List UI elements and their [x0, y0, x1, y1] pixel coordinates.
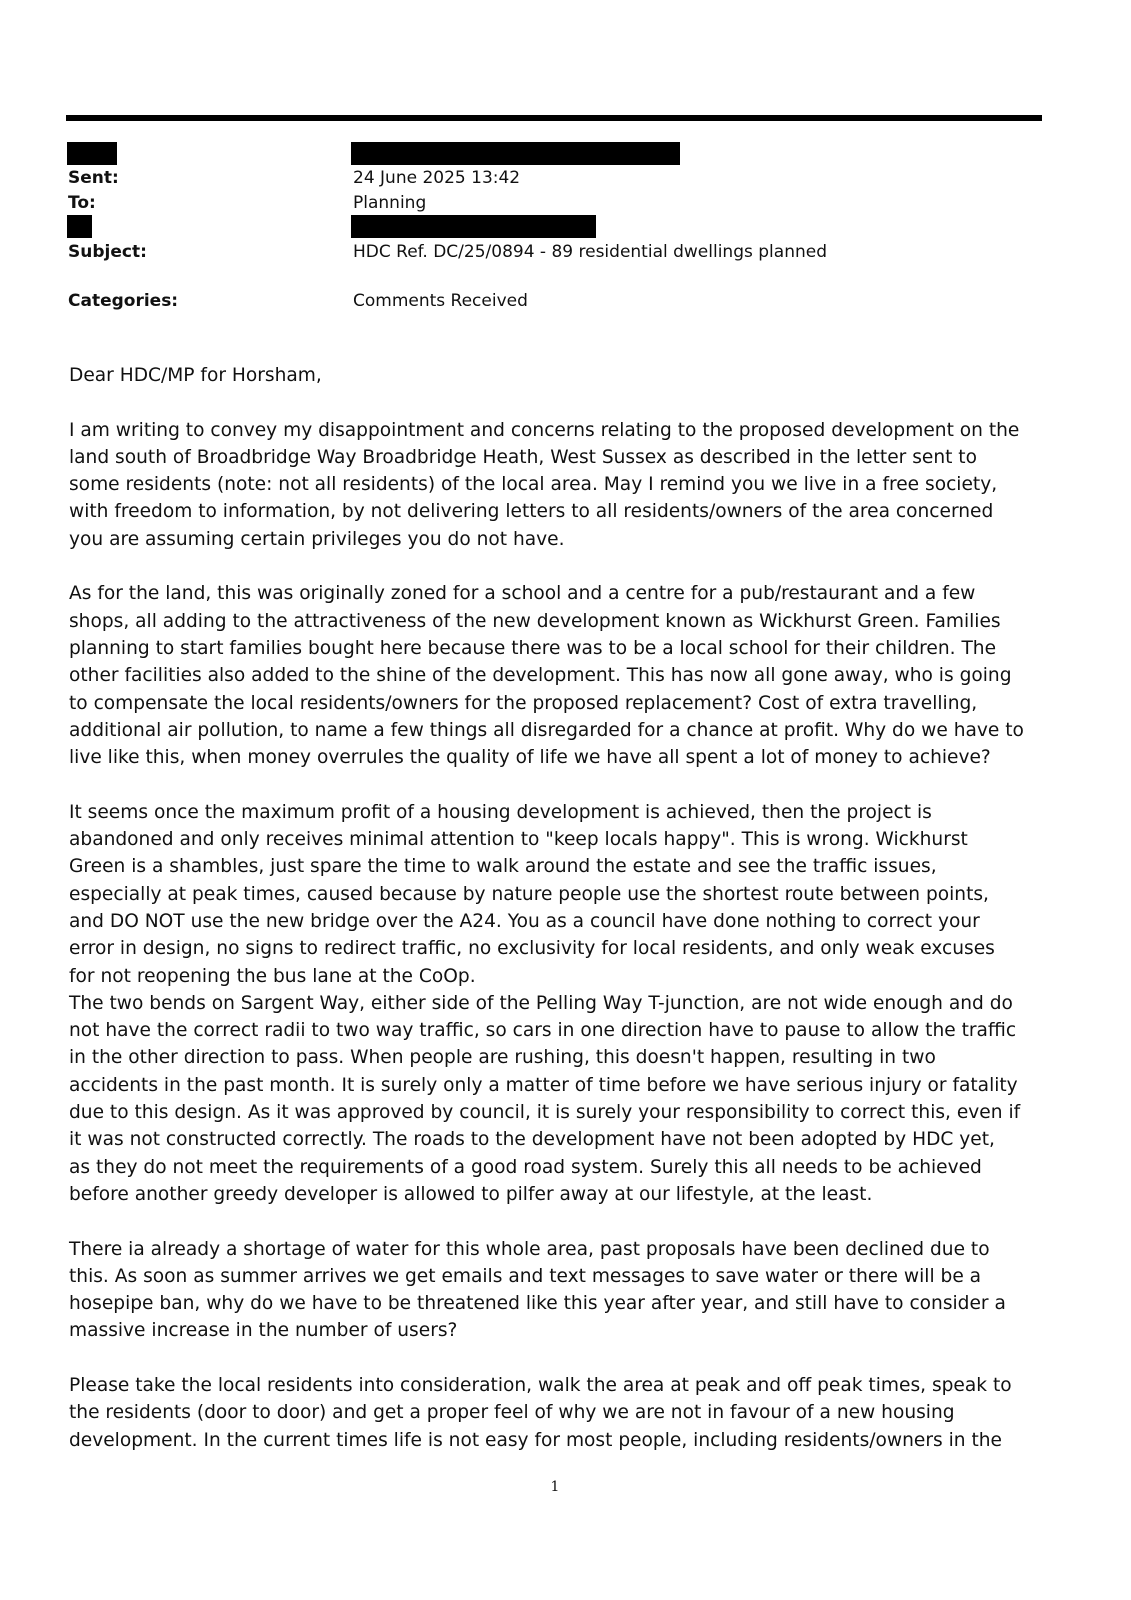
body-line: with freedom to information, by not delivering letters to all residents/owners of the area concerned: [69, 501, 994, 523]
paragraph-6: [69, 1372, 1054, 1454]
page-number: 1: [550, 1479, 560, 1495]
body-line: live like this, when money overrules the quality of life we have all spent a lot of money to achieve?: [69, 747, 991, 769]
redacted-from-label: [67, 142, 117, 165]
body-line: accidents in the past month. It is surely only a matter of time before we have serious injury or fatality: [69, 1074, 1018, 1096]
body-line: you are assuming certain privileges you do not have.: [69, 528, 565, 550]
body-line: land south of Broadbridge Way Broadbridge Heath, West Sussex as described in the letter sent to: [69, 446, 977, 468]
body-line: abandoned and only receives minimal attention to "keep locals happy". This is wrong. Wickhurst: [69, 829, 968, 851]
paragraph-5: [69, 1236, 1054, 1345]
body-line: not have the correct radii to two way traffic, so cars in one direction have to pause to allow the traffic: [69, 1020, 1017, 1042]
body-line: massive increase in the number of users?: [69, 1320, 458, 1342]
body-line: development. In the current times life is not easy for most people, including residents/owners in the: [69, 1429, 1002, 1451]
subject-value: HDC Ref. DC/25/0894 - 89 residential dwellings planned: [353, 242, 827, 262]
paragraph-4: [69, 990, 1054, 1208]
body-line: error in design, no signs to redirect traffic, no exclusivity for local residents, and only weak excuses: [69, 938, 995, 960]
to-label: To:: [68, 193, 96, 213]
body-line: in the other direction to pass. When people are rushing, this doesn't happen, resulting in two: [69, 1047, 936, 1069]
paragraph-1: [69, 417, 1054, 553]
body-line: The two bends on Sargent Way, either side of the Pelling Way T-junction, are not wide enough and do: [69, 992, 1013, 1014]
body-line: It seems once the maximum profit of a housing development is achieved, then the project is: [69, 801, 932, 823]
email-body: [69, 362, 1054, 1454]
body-line: There ia already a shortage of water for this whole area, past proposals have been declined due to: [69, 1238, 990, 1260]
body-line: hosepipe ban, why do we have to be threatened like this year after year, and still have to consider a: [69, 1293, 1006, 1315]
body-line: it was not constructed correctly. The roads to the development have not been adopted by HDC yet,: [69, 1129, 995, 1151]
categories-value: Comments Received: [353, 291, 528, 311]
body-line: planning to start families bought here because there was to be a local school for their children. The: [69, 637, 997, 659]
body-line: and DO NOT use the new bridge over the A24. You as a council have done nothing to correct your: [69, 910, 980, 932]
paragraph-2: [69, 580, 1054, 771]
categories-label: Categories:: [68, 291, 179, 311]
redacted-cc-label: [67, 215, 92, 238]
sent-label: Sent:: [68, 168, 119, 188]
body-line: As for the land, this was originally zoned for a school and a centre for a pub/restaurant and a few: [69, 583, 976, 605]
body-line: especially at peak times, caused because by nature people use the shortest route between points,: [69, 883, 989, 905]
body-line: due to this design. As it was approved by council, it is surely your responsibility to correct this, even if: [69, 1102, 1021, 1124]
body-line: additional air pollution, to name a few things all disregarded for a chance at profit. Why do we have to: [69, 719, 1024, 741]
subject-label: Subject:: [68, 242, 147, 262]
body-line: Please take the local residents into consideration, walk the area at peak and off peak times, speak to: [69, 1374, 1012, 1396]
header-rule: [66, 115, 1042, 121]
body-line: Green is a shambles, just spare the time to walk around the estate and see the traffic issues,: [69, 856, 937, 878]
body-line: as they do not meet the requirements of a good road system. Surely this all needs to be achieved: [69, 1156, 982, 1178]
body-line: for not reopening the bus lane at the CoOp.: [69, 965, 476, 987]
redacted-cc-value: [351, 215, 596, 238]
body-line: before another greedy developer is allowed to pilfer away at our lifestyle, at the least.: [69, 1183, 873, 1205]
body-line: some residents (note: not all residents) of the local area. May I remind you we live in a free society,: [69, 474, 998, 496]
redacted-from-value: [351, 142, 680, 165]
body-line: I am writing to convey my disappointment and concerns relating to the proposed development on the: [69, 419, 1020, 441]
body-line: other facilities also added to the shine of the development. This has now all gone away, who is going: [69, 665, 1012, 687]
to-value: Planning: [353, 193, 427, 213]
body-line: to compensate the local residents/owners for the proposed replacement? Cost of extra travelling,: [69, 692, 978, 714]
body-line: shops, all adding to the attractiveness of the new development known as Wickhurst Green. Families: [69, 610, 1001, 632]
sent-value: 24 June 2025 13:42: [353, 168, 521, 188]
body-line: this. As soon as summer arrives we get emails and text messages to save water or there will be a: [69, 1265, 982, 1287]
paragraph-3: [69, 799, 1054, 990]
greeting: Dear HDC/MP for Horsham,: [69, 365, 322, 386]
body-line: the residents (door to door) and get a proper feel of why we are not in favour of a new housing: [69, 1402, 955, 1424]
